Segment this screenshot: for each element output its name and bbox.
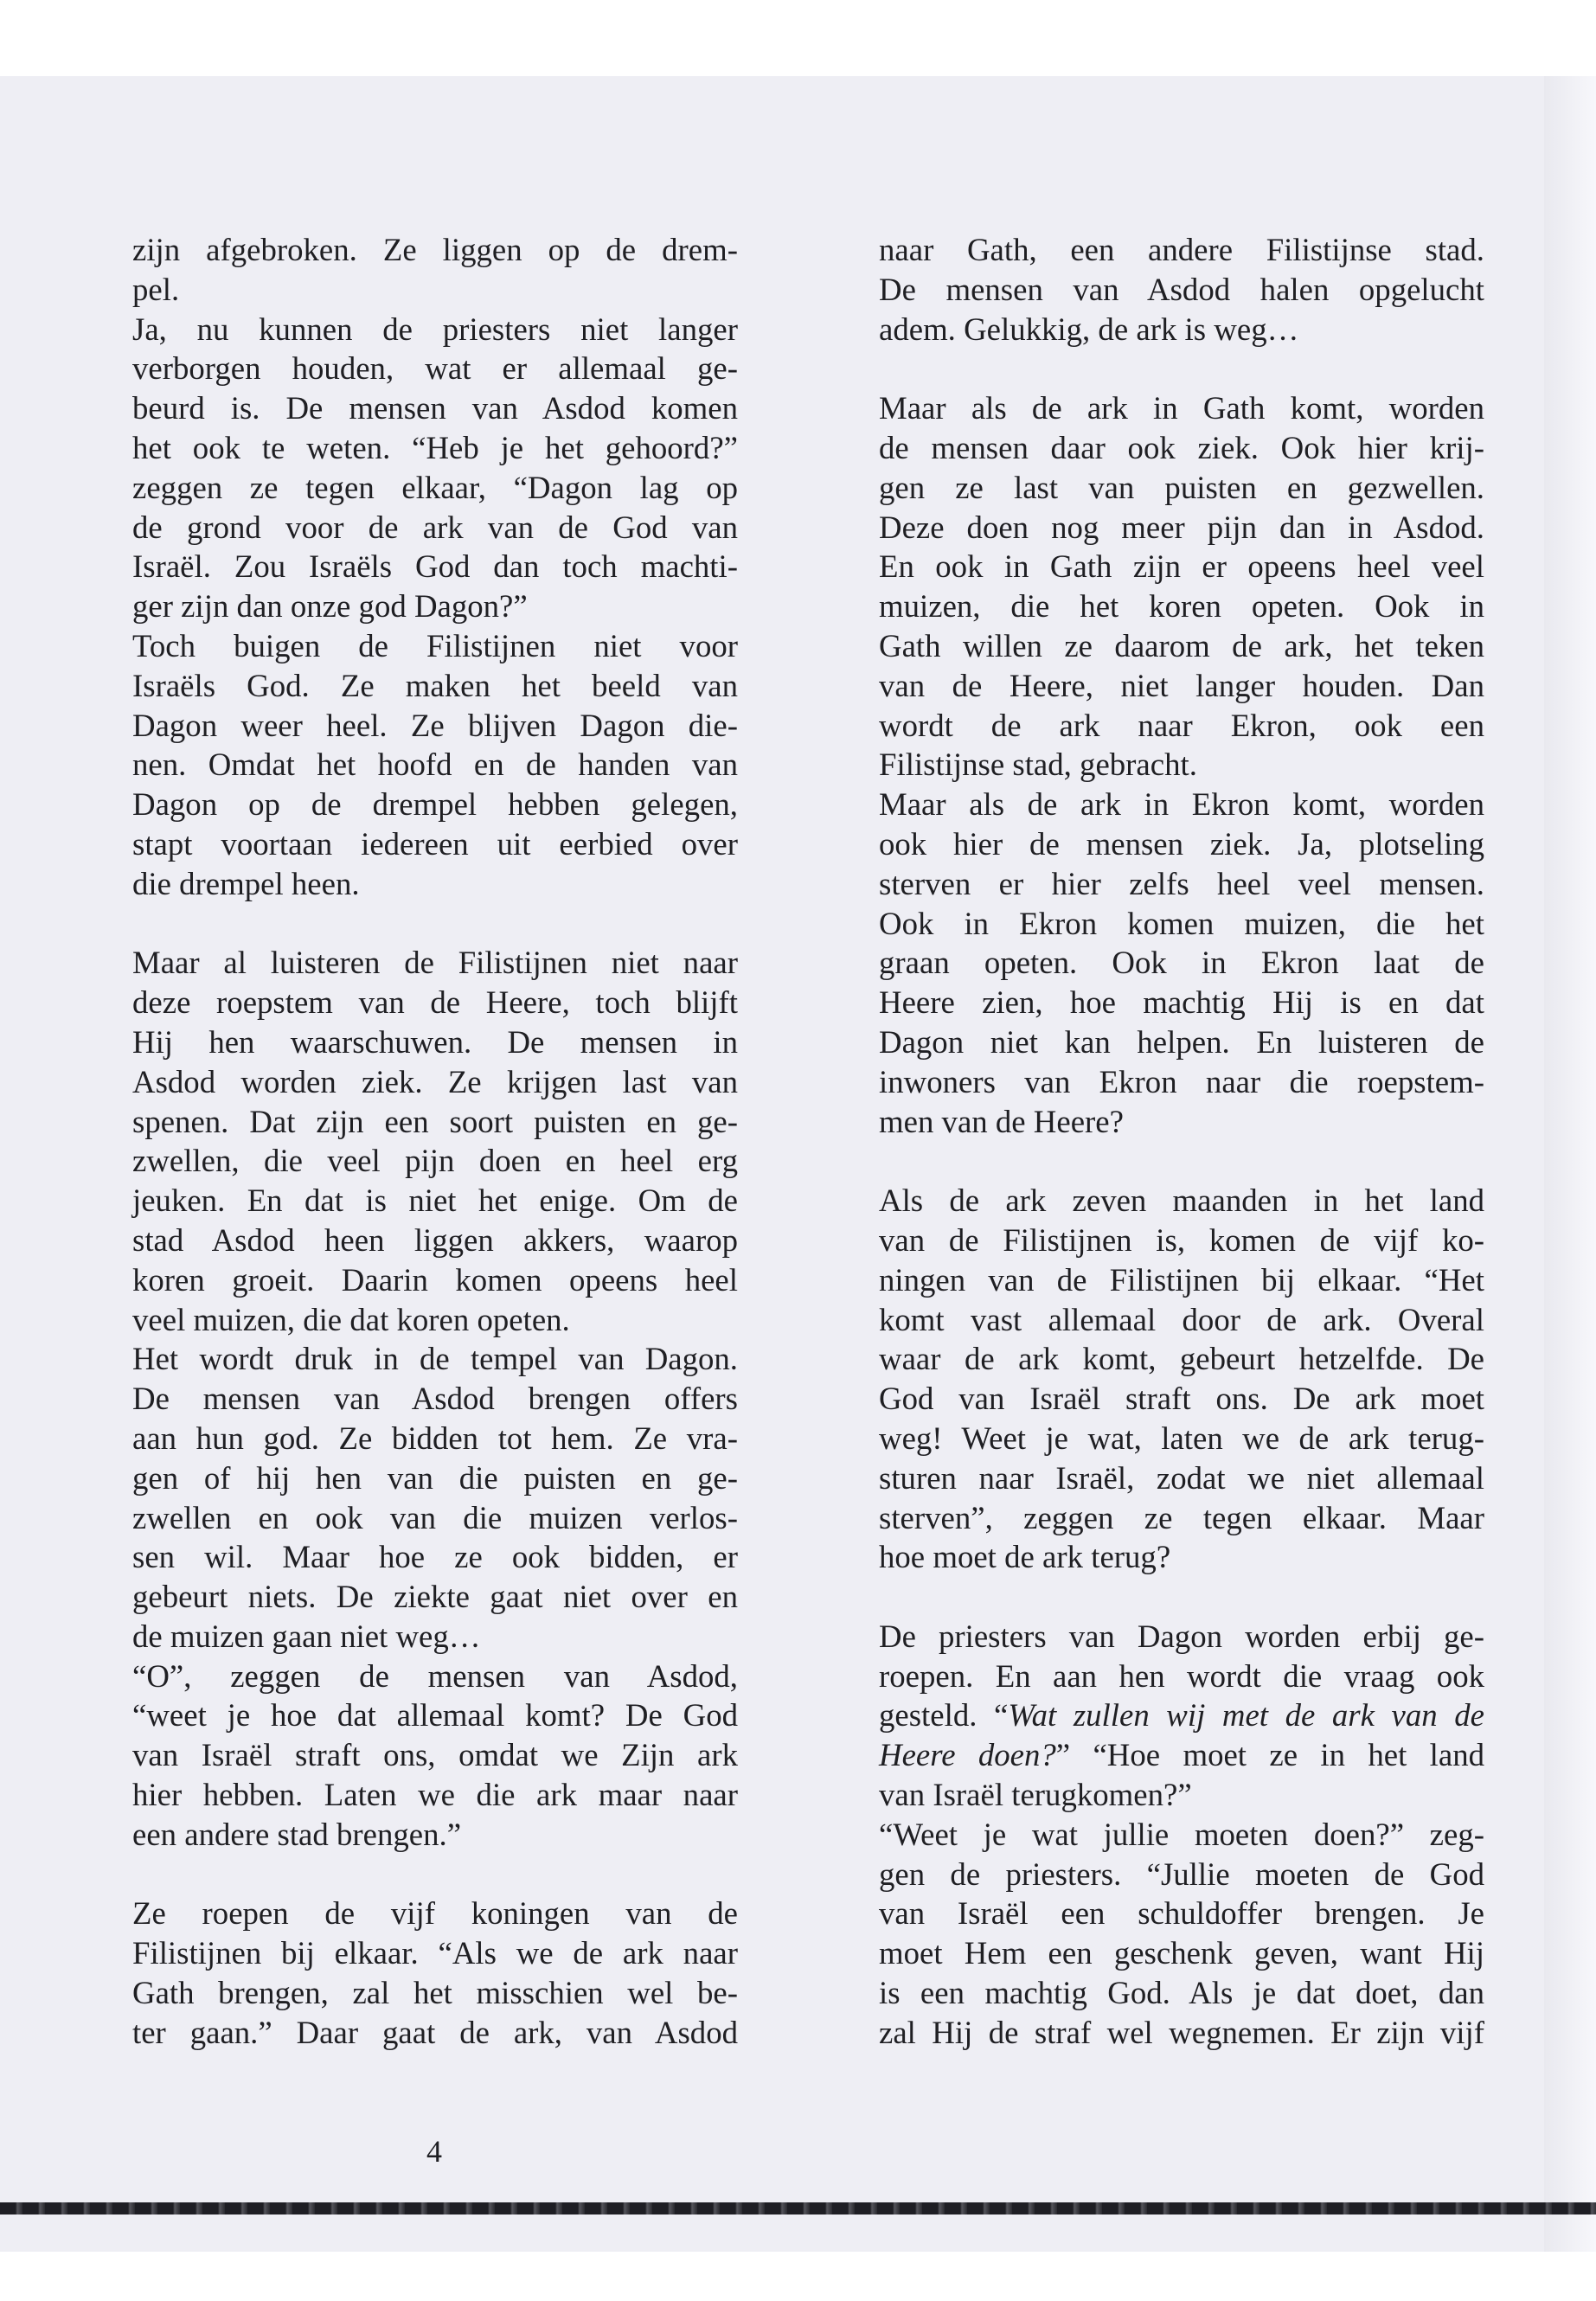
text-line: verborgen houden, wat er allemaal ge- [132,350,738,387]
right-text-column [879,230,1484,2053]
text-line: het ook te weten. “Heb je het gehoord?” [132,429,738,465]
italic-quote: Heere doen? [879,1737,1056,1773]
text-line: de mensen daar ook ziek. Ook hier krij- [879,429,1484,465]
text-line: stapt voortaan iedereen uit eerbied over [132,825,738,862]
text-line: muizen, die het koren opeten. Ook in [879,588,1484,625]
text-line: van Israël terugkomen?” [879,1777,1192,1813]
text-line: weg! Weet je wat, laten we de ark terug- [879,1420,1484,1456]
text-line [879,1695,1484,1735]
text-line: Het wordt druk in de tempel van Dagon. [132,1341,738,1377]
text-line: hoe moet de ark terug? [879,1539,1171,1575]
text-line: sen wil. Maar hoe ze ook bidden, er [132,1539,738,1575]
text-line: Maar als de ark in Gath komt, worden [879,390,1484,426]
text-line: “Weet je wat jullie moeten doen?” zeg- [879,1816,1484,1852]
text-line: van Israël een schuldoffer brengen. Je [879,1895,1484,1932]
text-line: een andere stad brengen.” [132,1816,462,1852]
text-line: sterven”, zeggen ze tegen elkaar. Maar [879,1499,1484,1535]
text-line: De mensen van Asdod brengen offers [132,1381,738,1417]
text-line: veel muizen, die dat koren opeten. [132,1301,570,1337]
text-line: adem. Gelukkig, de ark is weg… [879,311,1299,347]
text-line: inwoners van Ekron naar die roepstem- [879,1063,1484,1099]
text-line: komt vast allemaal door de ark. Overal [879,1301,1484,1337]
text-line: zal Hij de straf wel wegnemen. Er zijn vijf [879,2014,1484,2050]
text-line: moet Hem een geschenk geven, want Hij [879,1935,1484,1971]
text-line: jeuken. En dat is niet het enige. Om de [132,1183,738,1219]
text-line: Dagon op de drempel hebben gelegen, [132,786,738,823]
text-line [879,1735,1484,1775]
left-text-column [132,230,738,2053]
scan-bottom-edge [0,2202,1596,2214]
text-line: ook hier de mensen ziek. Ja, plotseling [879,825,1484,862]
text-line: stad Asdod heen liggen akkers, waarop [132,1221,738,1258]
text-line: Deze doen nog meer pijn dan in Asdod. [879,509,1484,545]
text-line: gen ze last van puisten en gezwellen. [879,469,1484,505]
text-line: “weet je hoe dat allemaal komt? De God [132,1697,738,1734]
text-line: zeggen ze tegen elkaar, “Dagon lag op [132,469,738,505]
text-line: Heere zien, hoe machtig Hij is en dat [879,984,1484,1021]
text-line: nen. Omdat het hoofd en de handen van [132,747,738,783]
text-line: die drempel heen. [132,865,360,901]
text-line: Toch buigen de Filistijnen niet voor [132,627,738,663]
text-line: naar Gath, een andere Filistijnse stad. [879,232,1484,267]
text-line: van de Heere, niet langer houden. Dan [879,667,1484,703]
text-line: roepen. En aan hen wordt die vraag ook [879,1657,1484,1694]
text-line: Ook in Ekron komen muizen, die het [879,905,1484,941]
text-line: gen de priesters. “Jullie moeten de God [879,1856,1484,1892]
text-line: ter gaan.” Daar gaat de ark, van Asdod [132,2014,738,2050]
text-line: En ook in Gath zijn er opeens heel veel [879,548,1484,585]
text-line: zwellen, die veel pijn doen en heel erg [132,1143,738,1179]
text-line: sturen naar Israël, zodat we niet allemaal [879,1459,1484,1496]
text-line: koren groeit. Daarin komen opeens heel [132,1261,738,1298]
text-line: pel. [132,271,180,307]
text-line: ningen van de Filistijnen bij elkaar. “Het [879,1261,1484,1298]
text-line: zwellen en ook van die muizen verlos- [132,1499,738,1535]
text-line: Hij hen waarschuwen. De mensen in [132,1023,738,1060]
text-line: wordt de ark naar Ekron, ook een [879,707,1484,743]
text-line: Als de ark zeven maanden in het land [879,1183,1484,1219]
text-line: aan hun god. Ze bidden tot hem. Ze vra- [132,1420,738,1456]
text-line: De priesters van Dagon worden erbij ge- [879,1618,1484,1654]
text-line: waar de ark komt, gebeurt hetzelfde. De [879,1341,1484,1377]
text-line: Asdod worden ziek. Ze krijgen last van [132,1063,738,1099]
text-line: van Israël straft ons, omdat we Zijn ark [132,1737,738,1773]
text-line: Ja, nu kunnen de priesters niet langer [132,311,738,347]
text-line: zijn afgebroken. Ze liggen op de drem- [132,232,738,267]
text-line: men van de Heere? [879,1103,1124,1139]
page-number: 4 [426,2134,442,2169]
text-line: van de Filistijnen is, komen de vijf ko- [879,1221,1484,1258]
text-line: de grond voor de ark van de God van [132,509,738,545]
text-line: Maar als de ark in Ekron komt, worden [879,786,1484,823]
text-line: graan opeten. Ook in Ekron laat de [879,945,1484,981]
text-line: de muizen gaan niet weg… [132,1618,481,1654]
text-line: “O”, zeggen de mensen van Asdod, [132,1657,738,1694]
text-line: sterven er hier zelfs heel veel mensen. [879,865,1484,901]
text-line: beurd is. De mensen van Asdod komen [132,390,738,426]
text-line: Israëls God. Ze maken het beeld van [132,667,738,703]
text-line: deze roepstem van de Heere, toch blijft [132,984,738,1021]
text-line: Gath willen ze daarom de ark, het teken [879,627,1484,663]
text-line: Israël. Zou Israëls God dan toch machti- [132,548,738,585]
text-line: Filistijnen bij elkaar. “Als we de ark naar [132,1935,738,1971]
text-line: is een machtig God. Als je dat doet, dan [879,1975,1484,2011]
text-line: Dagon niet kan helpen. En luisteren de [879,1023,1484,1060]
text-line: gebeurt niets. De ziekte gaat niet over en [132,1579,738,1615]
text-line: Maar al luisteren de Filistijnen niet naar [132,945,738,981]
text-line: Filistijnse stad, gebracht. [879,747,1197,783]
text-line: Ze roepen de vijf koningen van de [132,1895,738,1932]
text-line: hier hebben. Laten we die ark maar naar [132,1777,738,1813]
text-line: gen of hij hen van die puisten en ge- [132,1459,738,1496]
page-edge-shadow [1544,76,1596,2252]
text-fragment: ” “Hoe moet ze in het land [1055,1737,1484,1773]
text-line: God van Israël straft ons. De ark moet [879,1381,1484,1417]
text-line: ger zijn dan onze god Dagon?” [132,588,528,625]
text-line: Dagon weer heel. Ze blijven Dagon die- [132,707,738,743]
italic-quote: Wat zullen wij met de ark van de [1008,1697,1484,1734]
text-line: spenen. Dat zijn een soort puisten en ge- [132,1103,738,1139]
text-line: Gath brengen, zal het misschien wel be- [132,1975,738,2011]
text-line: De mensen van Asdod halen opgelucht [879,271,1484,307]
text-fragment: gesteld. “ [879,1697,1009,1734]
